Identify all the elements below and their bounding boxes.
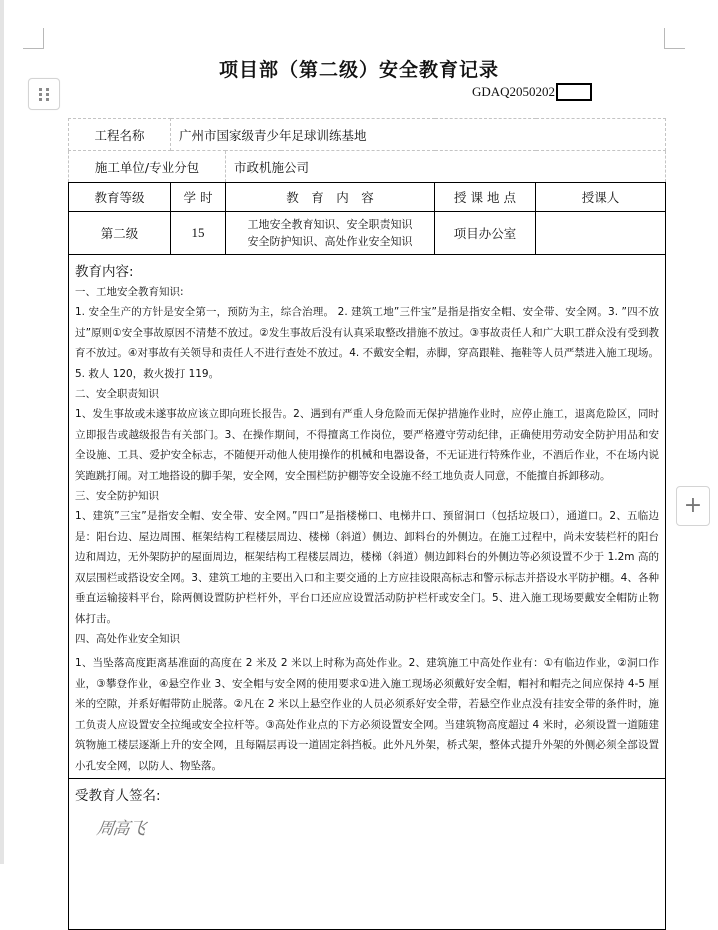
- project-name-value[interactable]: 广州市国家级青少年足球训练基地: [171, 119, 666, 151]
- document-code: GDAQ2050202: [472, 84, 556, 99]
- header-hours: 学 时: [171, 183, 226, 212]
- project-name-label: 工程名称: [69, 119, 171, 151]
- hours-value[interactable]: 15: [171, 212, 226, 255]
- section-2-text: 1、发生事故或未遂事故应该立即向班长报告。2、遇到有严重人身危险而无保护措施作业时，应停止施工，退离危险区，同时立即报告或越级报告有关部门。3、在操作期间，不得擅离工作岗位，要严格遵守劳动纪律，正确使用劳动安全防护用品和安全设施、工具、爱护安全标志，不随便开动他人使用操作的机械和电器设备，不无证进行特殊作业，不酒后作业，不在场内说笑跑跳打闹。对工地搭设的脚手架，安全网，安全围栏防护棚等安全设施不经工地负责人同意，不能擅自拆卸移动。: [75, 408, 660, 482]
- education-level-value[interactable]: 第二级: [69, 212, 171, 255]
- section-4-title: 四、高处作业安全知识: [75, 633, 180, 645]
- section-2-title: 二、安全职责知识: [75, 388, 159, 400]
- section-1-text: 1. 安全生产的方针是安全第一，预防为主，综合治理。 2. 建筑工地”三件宝”是指是指安全帽、安全带、安全网。3. ”四不放过”原则①安全事故原因不清楚不放过。②发生事故后没有认真采取整改措施不放过。③事故责任人和广大职工群众没有受到教育不放过。④对事故有关领导和责任人不进行查处不放过。4. 不戴安全帽，赤脚，穿高跟鞋、拖鞋等人员严禁进入施工现场。 5. 救人 120，救火拨打 119。: [75, 306, 660, 380]
- header-education-content: 教 育 内 容: [226, 183, 435, 212]
- page-margin-corner-top-right: [664, 28, 685, 49]
- block-drag-handle[interactable]: [28, 78, 60, 110]
- table-header-row: [69, 183, 666, 212]
- add-block-button[interactable]: [676, 486, 710, 526]
- handwritten-signature: 周高飞: [95, 819, 147, 839]
- content-row: [69, 255, 666, 779]
- header-instructor: 授课人: [536, 183, 666, 212]
- section-3-text: 1、建筑”三宝”是指安全帽、安全带、安全网。”四口”是指楼梯口、电梯井口、预留洞口（包括垃圾口），通道口。2、五临边是：阳台边、屋边周围、框架结构工程楼层周边、楼梯（斜道）侧边、卸料台的外侧边。在施工过程中，尚未安装栏杆的阳台边和周边，无外架防护的屋面周边，框架结构工程楼层周边，楼梯（斜道）侧边卸料台的外侧边等必须设置不少于 1.2m 高的双层围栏或搭设安全网。3、建筑工地的主要出入口和主要交通的上方应挂设限高标志和警示标志并搭设水平防护棚。4、各种垂直运输接料平台，除两侧设置防护栏杆外，平台口还应应设置活动防护栏杆或安全门。5、进入施工现场要戴安全帽防止物体打击。: [75, 510, 660, 625]
- contractor-row: [69, 151, 666, 183]
- instructor-value[interactable]: [536, 212, 666, 255]
- editor-left-gutter: [0, 0, 4, 864]
- plus-icon: +: [683, 493, 703, 518]
- location-value[interactable]: 项目办公室: [435, 212, 536, 255]
- contractor-value[interactable]: 市政机施公司: [226, 151, 666, 183]
- table-data-row: [69, 212, 666, 255]
- signature-label: 受教育人签名:: [75, 788, 161, 804]
- safety-education-record-table: [68, 118, 666, 930]
- topics-line-2: 安全防护知识、高处作业安全知识: [247, 235, 413, 248]
- education-content-cell[interactable]: [69, 255, 666, 779]
- page-margin-corner-top-left: [23, 28, 44, 49]
- header-education-level: 教育等级: [69, 183, 171, 212]
- project-name-row: [69, 119, 666, 151]
- section-4-text: 1、当坠落高度距离基准面的高度在 2 米及 2 米以上时称为高处作业。2、建筑施工中高处作业有：①有临边作业，②洞口作业，③攀登作业，④悬空作业 3、安全帽与安全网的使用要求①进入施工现场必须戴好安全帽，帽衬和帽壳之间应保持 4-5 厘米的空隙，并系好帽带防止脱落。②凡在 2 米以上悬空作业的人员必须系好安全带，若悬空作业点没有挂安全带的条件时，施工负责人应设置安全拉绳或安全拉杆等。③高处作业点的下方必须设置安全网。当建筑物高度超过 4 米时，必须设置一道随建筑物施工楼层逐渐上升的安全网，且每隔层再设一道固定斜挡板。此外凡外架，桥式架，整体式提升外架的外侧必须全部设置小孔安全网，以防人、物坠落。: [75, 657, 660, 772]
- document-code-input-box[interactable]: [556, 83, 592, 101]
- signature-cell[interactable]: [69, 779, 666, 930]
- section-1-title: 一、工地安全教育知识:: [75, 286, 184, 298]
- document-title: 项目部（第二级）安全教育记录: [218, 59, 499, 81]
- document-code-row: [472, 83, 592, 101]
- education-topics-value[interactable]: [226, 212, 435, 255]
- contractor-label: 施工单位/专业分包: [69, 151, 226, 183]
- drag-dots-icon: [39, 88, 50, 101]
- content-heading: 教育内容:: [75, 264, 134, 280]
- signature-row: [69, 779, 666, 930]
- topics-line-1: 工地安全教育知识、安全职责知识: [247, 218, 413, 231]
- header-location: 授 课 地 点: [435, 183, 536, 212]
- section-3-title: 三、安全防护知识: [75, 490, 159, 502]
